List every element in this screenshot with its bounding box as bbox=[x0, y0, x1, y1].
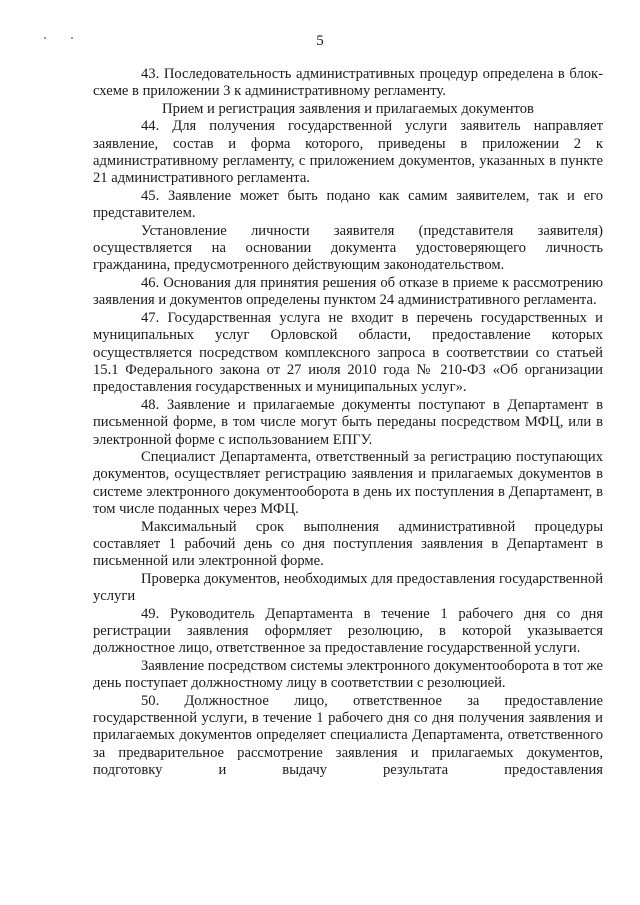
paragraph-46: 46. Основания для принятия решения об отказе в приеме к рассмотрению заявления и документов определены пунктом 24 административного регламента. bbox=[93, 274, 603, 309]
paragraph-specialist: Специалист Департамента, ответственный за регистрацию поступающих документов, осуществляет регистрацию заявления и прилагаемых документов в системе электронного документооборота в день их поступления в Департамент, в том числе поданных через МФЦ. bbox=[93, 448, 603, 518]
paragraph-identity: Установление личности заявителя (представителя заявителя) осуществляется на основании документа удостоверяющего личность гражданина, предусмотренного действующим законодательством. bbox=[93, 222, 603, 274]
page-number: 5 bbox=[316, 33, 324, 49]
paragraph-max-term: Максимальный срок выполнения административной процедуры составляет 1 рабочий день со дня поступления заявления в Департамент в письменной или электронной форме. bbox=[93, 518, 603, 570]
section-heading: Прием и регистрация заявления и прилагаемых документов bbox=[162, 100, 534, 117]
document-body bbox=[93, 66, 603, 780]
paragraph-45: 45. Заявление может быть подано как самим заявителем, так и его представителем. bbox=[93, 187, 603, 222]
paragraph-edms: Заявление посредством системы электронного документооборота в тот же день поступает должностному лицу в соответствии с резолюцией. bbox=[93, 657, 603, 692]
paragraph-47: 47. Государственная услуга не входит в перечень государственных и муниципальных услуг Орловской области, предоставление которых осуществляется посредством комплексного запроса в соответствии со статьей 15.1 Федерального закона от 27 июля 2010 года № 210-ФЗ «Об организации предоставления государственных и муниципальных услуг». bbox=[93, 309, 603, 396]
paragraph-50: 50. Должностное лицо, ответственное за предоставление государственной услуги, в течение 1 рабочего дня со дня получения заявления и прилагаемых документов определяет специалиста Департамента, ответственного за предварительное рассмотрение заявления и прилагаемых документов, подготовку и выдачу результата предоставления bbox=[93, 692, 603, 779]
paragraph-49: 49. Руководитель Департамента в течение 1 рабочего дня со дня регистрации заявления оформляет резолюцию, в которой указывается должностное лицо, ответственное за предоставление государственной услуги. bbox=[93, 605, 603, 657]
paragraph-43: 43. Последовательность административных процедур определена в блок-схеме в приложении 3 к административному регламенту. bbox=[93, 66, 603, 100]
paragraph-44: 44. Для получения государственной услуги заявитель направляет заявление, состав и форма которого, приведены в приложении 2 к административному регламенту, с приложением документов, указанных в пункте 21 административного регламента. bbox=[93, 118, 603, 187]
paragraph-48: 48. Заявление и прилагаемые документы поступают в Департамент в письменной форме, в том числе могут быть переданы посредством МФЦ, или в электронной форме с использованием ЕПГУ. bbox=[93, 396, 603, 448]
subsection-heading: Проверка документов, необходимых для предоставления государственной услуги bbox=[93, 570, 603, 605]
